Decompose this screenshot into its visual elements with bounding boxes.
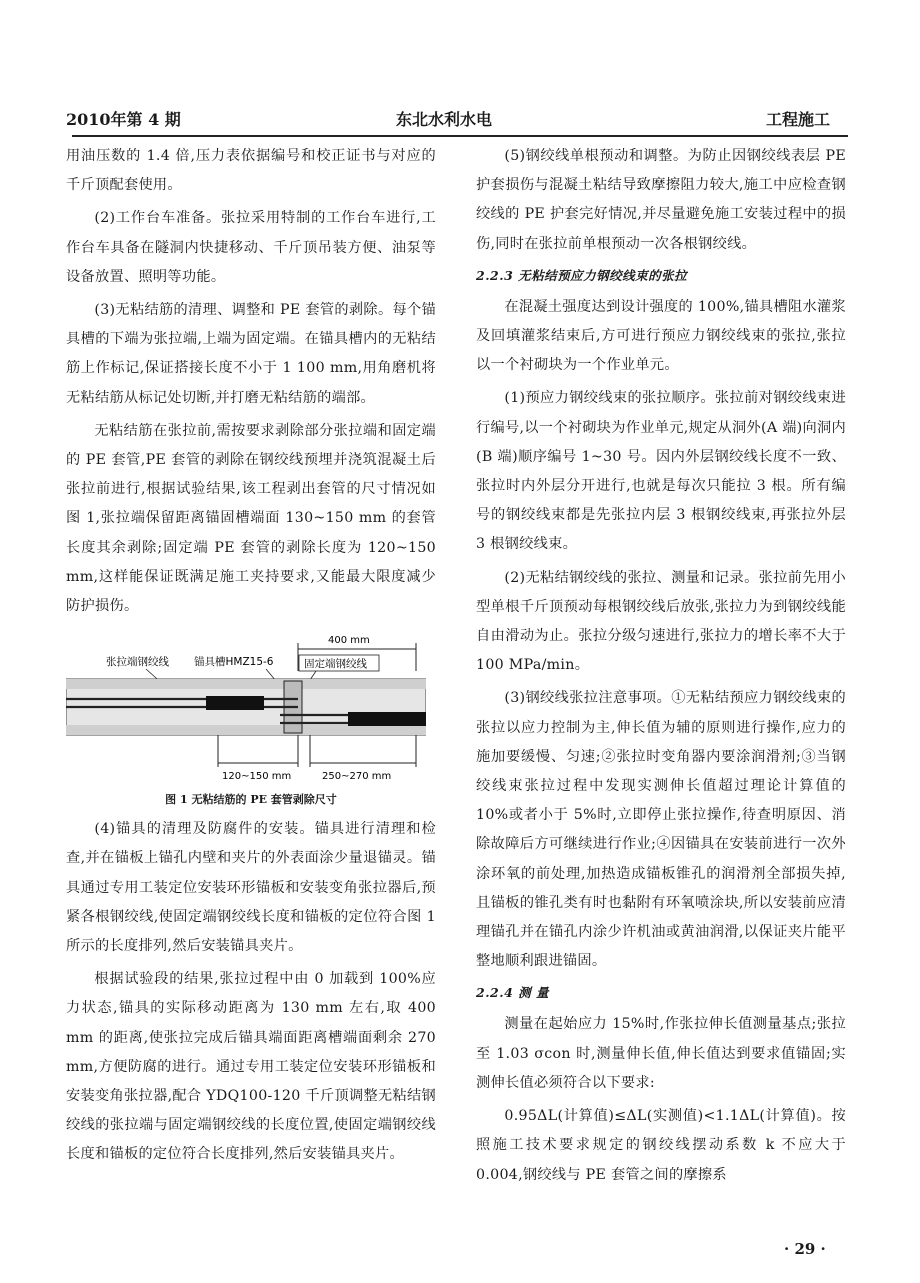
paragraph: (1)预应力钢绞线束的张拉顺序。张拉前对钢绞线束进行编号,以一个衬砌块为作业单元,规定从洞外(A 端)向洞内(B 端)顺序编号 1~30 号。因内外层钢绞线长度不一致、张拉时内外层分开进行,也就是每次只能拉 3 根。所有编号的钢绞线束都是先张拉内层 3 根钢绞线束,再张拉外层 3 根钢绞线束。 (476, 390, 846, 553)
section-heading-2-2-3: 2.2.3 无粘结预应力钢绞线束的张拉 (476, 267, 688, 283)
paragraph: 在混凝土强度达到设计强度的 100%,锚具槽阻水灌浆及回填灌浆结束后,方可进行预应力钢绞线束的张拉,张拉以一个衬砌块为一个作业单元。 (476, 298, 846, 374)
issue-label: 2010年第 4 期 (66, 110, 181, 129)
paragraph: (4)锚具的清理及防腐件的安装。锚具进行清理和检查,并在锚板上锚孔内壁和夹片的外表面涂少量退锚灵。锚具通过专用工装定位安装环形锚板和安装变角张拉器后,预紧各根钢绞线,使固定端钢绞线长度和锚板的定位符合图 1 所示的长度排列,然后安装锚具夹片。 (66, 821, 436, 955)
paragraph: 用油压数的 1.4 倍,压力表依据编号和校正证书与对应的千斤顶配套使用。 (66, 148, 436, 194)
label-anchor-slot: 锚具槽HMZ15-6 (194, 656, 274, 669)
paragraph: 测量在起始应力 15%时,作张拉伸长值测量基点;张拉至 1.03 σcon 时,测量伸长值,伸长值达到要求值锚固;实测伸长值必须符合以下要求: (476, 1016, 846, 1091)
label-tension-strand: 张拉端钢绞线 (106, 656, 169, 669)
paragraph: 无粘结筋在张拉前,需按要求剥除部分张拉端和固定端的 PE 套管,PE 套管的剥除在钢绞线预埋并浇筑混凝土后张拉前进行,根据试验结果,该工程剥出套管的尺寸情况如图 1,张拉端保留距离锚固槽端面 130~150 mm 的套管长度其余剥除;固定端 PE 套管的剥除长度为 120~150 mm,这样能保证既满足施工夹持要求,又能最大限度减少防护损伤。 (66, 422, 436, 615)
paragraph: (3)钢绞线张拉注意事项。①无粘结预应力钢绞线束的张拉以应力控制为主,伸长值为辅的原则进行操作,应力的施加要缓慢、匀速;②张拉时变角器内要涂润滑剂;③当钢绞线束张拉过程中发现实测伸长值超过理论计算值的 10%或者小于 5%时,立即停止张拉操作,待查明原因、消除故障后方可继续进行作业;④因锚具在安装前进行一次外涂环氧的前处理,加热造成锚板锥孔的润滑剂全部损失掉,且锚板的锥孔类有时也黏附有环氧喷涂块,所以安装前应清理锚孔并在锚孔内涂少许机油或黄油润滑,以保证夹片能平整地顺利跟进锚固。 (476, 690, 846, 970)
page-number: · 29 · (784, 1240, 826, 1258)
left-column (66, 142, 436, 1174)
paragraph: (2)无粘结钢绞线的张拉、测量和记录。张拉前先用小型单根千斤顶预动每根钢绞线后放张,张拉力为到钢绞线能自由滑动为止。张拉分级匀速进行,张拉力的增长率不大于 100 MPa/min。 (476, 569, 846, 674)
paragraph: 0.95ΔL(计算值)≤ΔL(实测值)<1.1ΔL(计算值)。按照施工技术要求规定的钢绞线摆动系数 k 不应大于 0.004,钢绞线与 PE 套管之间的摩擦系 (476, 1108, 846, 1183)
running-header (0, 107, 920, 135)
paragraph: 根据试验段的结果,张拉过程中由 0 加载到 100%应力状态,锚具的实际移动距离为 130 mm 左右,取 400 mm 的距离,使张拉完成后锚具端面距离槽端面剩余 270 mm,方便防腐的进行。通过专用工装定位安装环形锚板和安装变角张拉器,配合 YDQ100-120 千斤顶调整无粘结钢绞线的张拉端与固定端钢绞线的长度位置,使固定端钢绞线长度和锚板的定位符合长度排列,然后安装锚具夹片。 (66, 971, 436, 1163)
concrete-shade (66, 725, 426, 735)
dim-250-label: 250~270 mm (322, 771, 392, 783)
section-label: 工程施工 (766, 110, 831, 129)
figure-caption: 图 1 无粘结筋的 PE 套管剥除尺寸 (165, 793, 337, 807)
section-heading-2-2-4: 2.2.4 测 量 (476, 985, 549, 1001)
dim-120-label: 120~150 mm (222, 771, 292, 783)
pe-sleeve-left (206, 696, 264, 710)
pe-sleeve-diagram (66, 627, 426, 787)
figure-1 (66, 627, 426, 787)
label-fixed-strand: 固定端钢绞线 (304, 658, 367, 671)
paragraph: (5)钢绞线单根预动和调整。为防止因钢绞线表层 PE 护套损伤与混凝土粘结导致摩擦阻力较大,施工中应检查钢绞线的 PE 护套完好情况,并尽量避免施工安装过程中的损伤,同时在张拉前单根预动一次各根钢绞线。 (476, 148, 846, 252)
header-rule (72, 135, 848, 137)
paragraph: (3)无粘结筋的清理、调整和 PE 套管的剥除。每个锚具槽的下端为张拉端,上端为固定端。在锚具槽内的无粘结筋上作标记,保证搭接长度不小于 1 100 mm,用角磨机将无粘结筋从标记处切断,并打磨无粘结筋的端部。 (66, 302, 436, 406)
pe-sleeve-right (348, 712, 426, 726)
journal-title: 东北水利水电 (396, 110, 493, 129)
dim-400-label: 400 mm (328, 635, 370, 647)
right-column (476, 142, 846, 1194)
concrete-shade (66, 679, 426, 689)
paragraph: (2)工作台车准备。张拉采用特制的工作台车进行,工作台车具备在隧洞内快捷移动、千斤顶吊装方便、油泵等设备放置、照明等功能。 (66, 210, 436, 285)
